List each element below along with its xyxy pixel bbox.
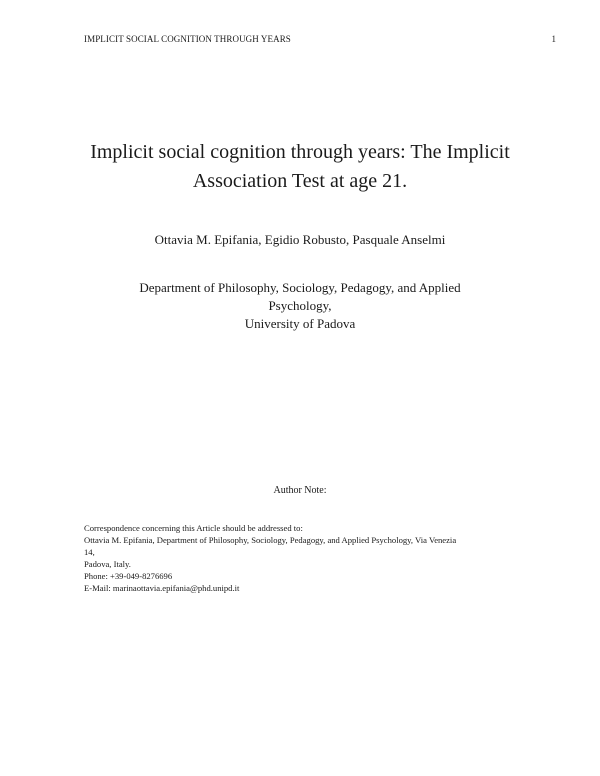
running-head: IMPLICIT SOCIAL COGNITION THROUGH YEARS — [84, 34, 291, 44]
author-note-heading: Author Note: — [273, 485, 327, 496]
title-line-1: Implicit social cognition through years: The Implicit — [90, 141, 510, 163]
affiliation-line-2: Psychology, — [268, 298, 332, 313]
author-list: Ottavia M. Epifania, Egidio Robusto, Pasquale Anselmi — [154, 232, 446, 247]
correspondence-block — [84, 522, 524, 594]
paper-title — [60, 138, 540, 196]
address-line-3: Padova, Italy. — [84, 559, 131, 569]
correspondence-intro: Correspondence concerning this Article should be addressed to: — [84, 523, 303, 533]
address-line-2: 14, — [84, 547, 95, 557]
phone-number: Phone: +39-049-8276696 — [84, 571, 173, 581]
title-line-2: Association Test at age 21. — [192, 170, 408, 192]
address-line-1: Ottavia M. Epifania, Department of Philosophy, Sociology, Pedagogy, and Applied Psychology, Via Venezia — [84, 535, 457, 545]
affiliation-line-1: Department of Philosophy, Sociology, Pedagogy, and Applied — [139, 280, 461, 295]
affiliation-line-3: University of Padova — [244, 316, 356, 331]
affiliation — [60, 279, 540, 333]
email-address: E-Mail: marinaottavia.epifania@phd.unipd.it — [84, 583, 240, 593]
page-number: 1 — [551, 34, 556, 44]
